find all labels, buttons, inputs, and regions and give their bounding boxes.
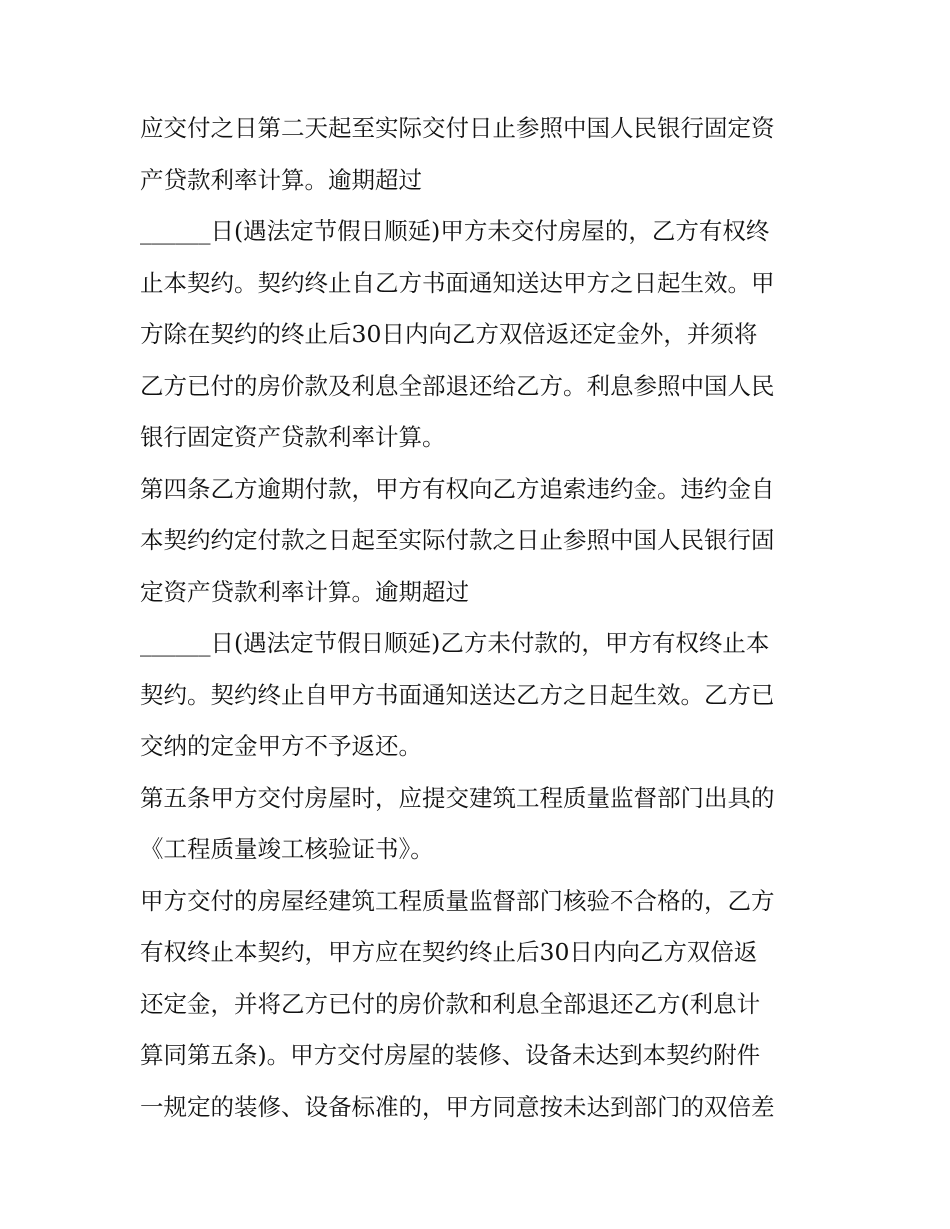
text-line: 银行固定资产贷款利率计算。 (140, 423, 446, 451)
text-line: 第四条乙方逾期付款，甲方有权向乙方追索违约金。违约金自 (140, 474, 775, 503)
text-line: 甲方交付的房屋经建筑工程质量监督部门核验不合格的，乙方 (140, 886, 775, 915)
text-line: 一规定的装修、设备标准的，甲方同意按未达到部门的双倍差 (140, 1092, 775, 1121)
text-line: 还定金，并将乙方已付的房价款和利息全部退还乙方(利息计 (140, 989, 761, 1018)
text-line: 应交付之日第二天起至实际交付日止参照中国人民银行固定资 (140, 114, 775, 142)
text-line: ______日(遇法定节假日顺延)甲方未交付房屋的，乙方有权终 (140, 217, 770, 245)
text-line: 算同第五条)。甲方交付房屋的装修、设备未达到本契约附件 (140, 1041, 761, 1069)
text-line: 交纳的定金甲方不予返还。 (140, 732, 422, 760)
text-line: 乙方已付的房价款及利息全部退还给乙方。利息参照中国人民 (140, 371, 775, 400)
text-line: 有权终止本契约，甲方应在契约终止后30日内向乙方双倍返 (140, 938, 758, 966)
text-line: 第五条甲方交付房屋时，应提交建筑工程质量监督部门出具的 (140, 783, 775, 812)
text-line: ______日(遇法定节假日顺延)乙方未付款的，甲方有权终止本 (140, 629, 770, 657)
text-line: 《工程质量竣工核验证书》。 (140, 835, 434, 863)
text-line: 契约。契约终止自甲方书面通知送达乙方之日起生效。乙方已 (140, 680, 775, 709)
text-line: 产贷款利率计算。逾期超过 (140, 165, 422, 194)
text-line: 本契约约定付款之日起至实际付款之日止参照中国人民银行固 (140, 526, 775, 554)
text-line: 止本契约。契约终止自乙方书面通知送达甲方之日起生效。甲 (140, 268, 775, 297)
text-line: 方除在契约的终止后30日内向乙方双倍返还定金外，并须将 (140, 320, 758, 348)
text-line: 定资产贷款利率计算。逾期超过 (140, 577, 469, 606)
contract-text (140, 103, 830, 1133)
